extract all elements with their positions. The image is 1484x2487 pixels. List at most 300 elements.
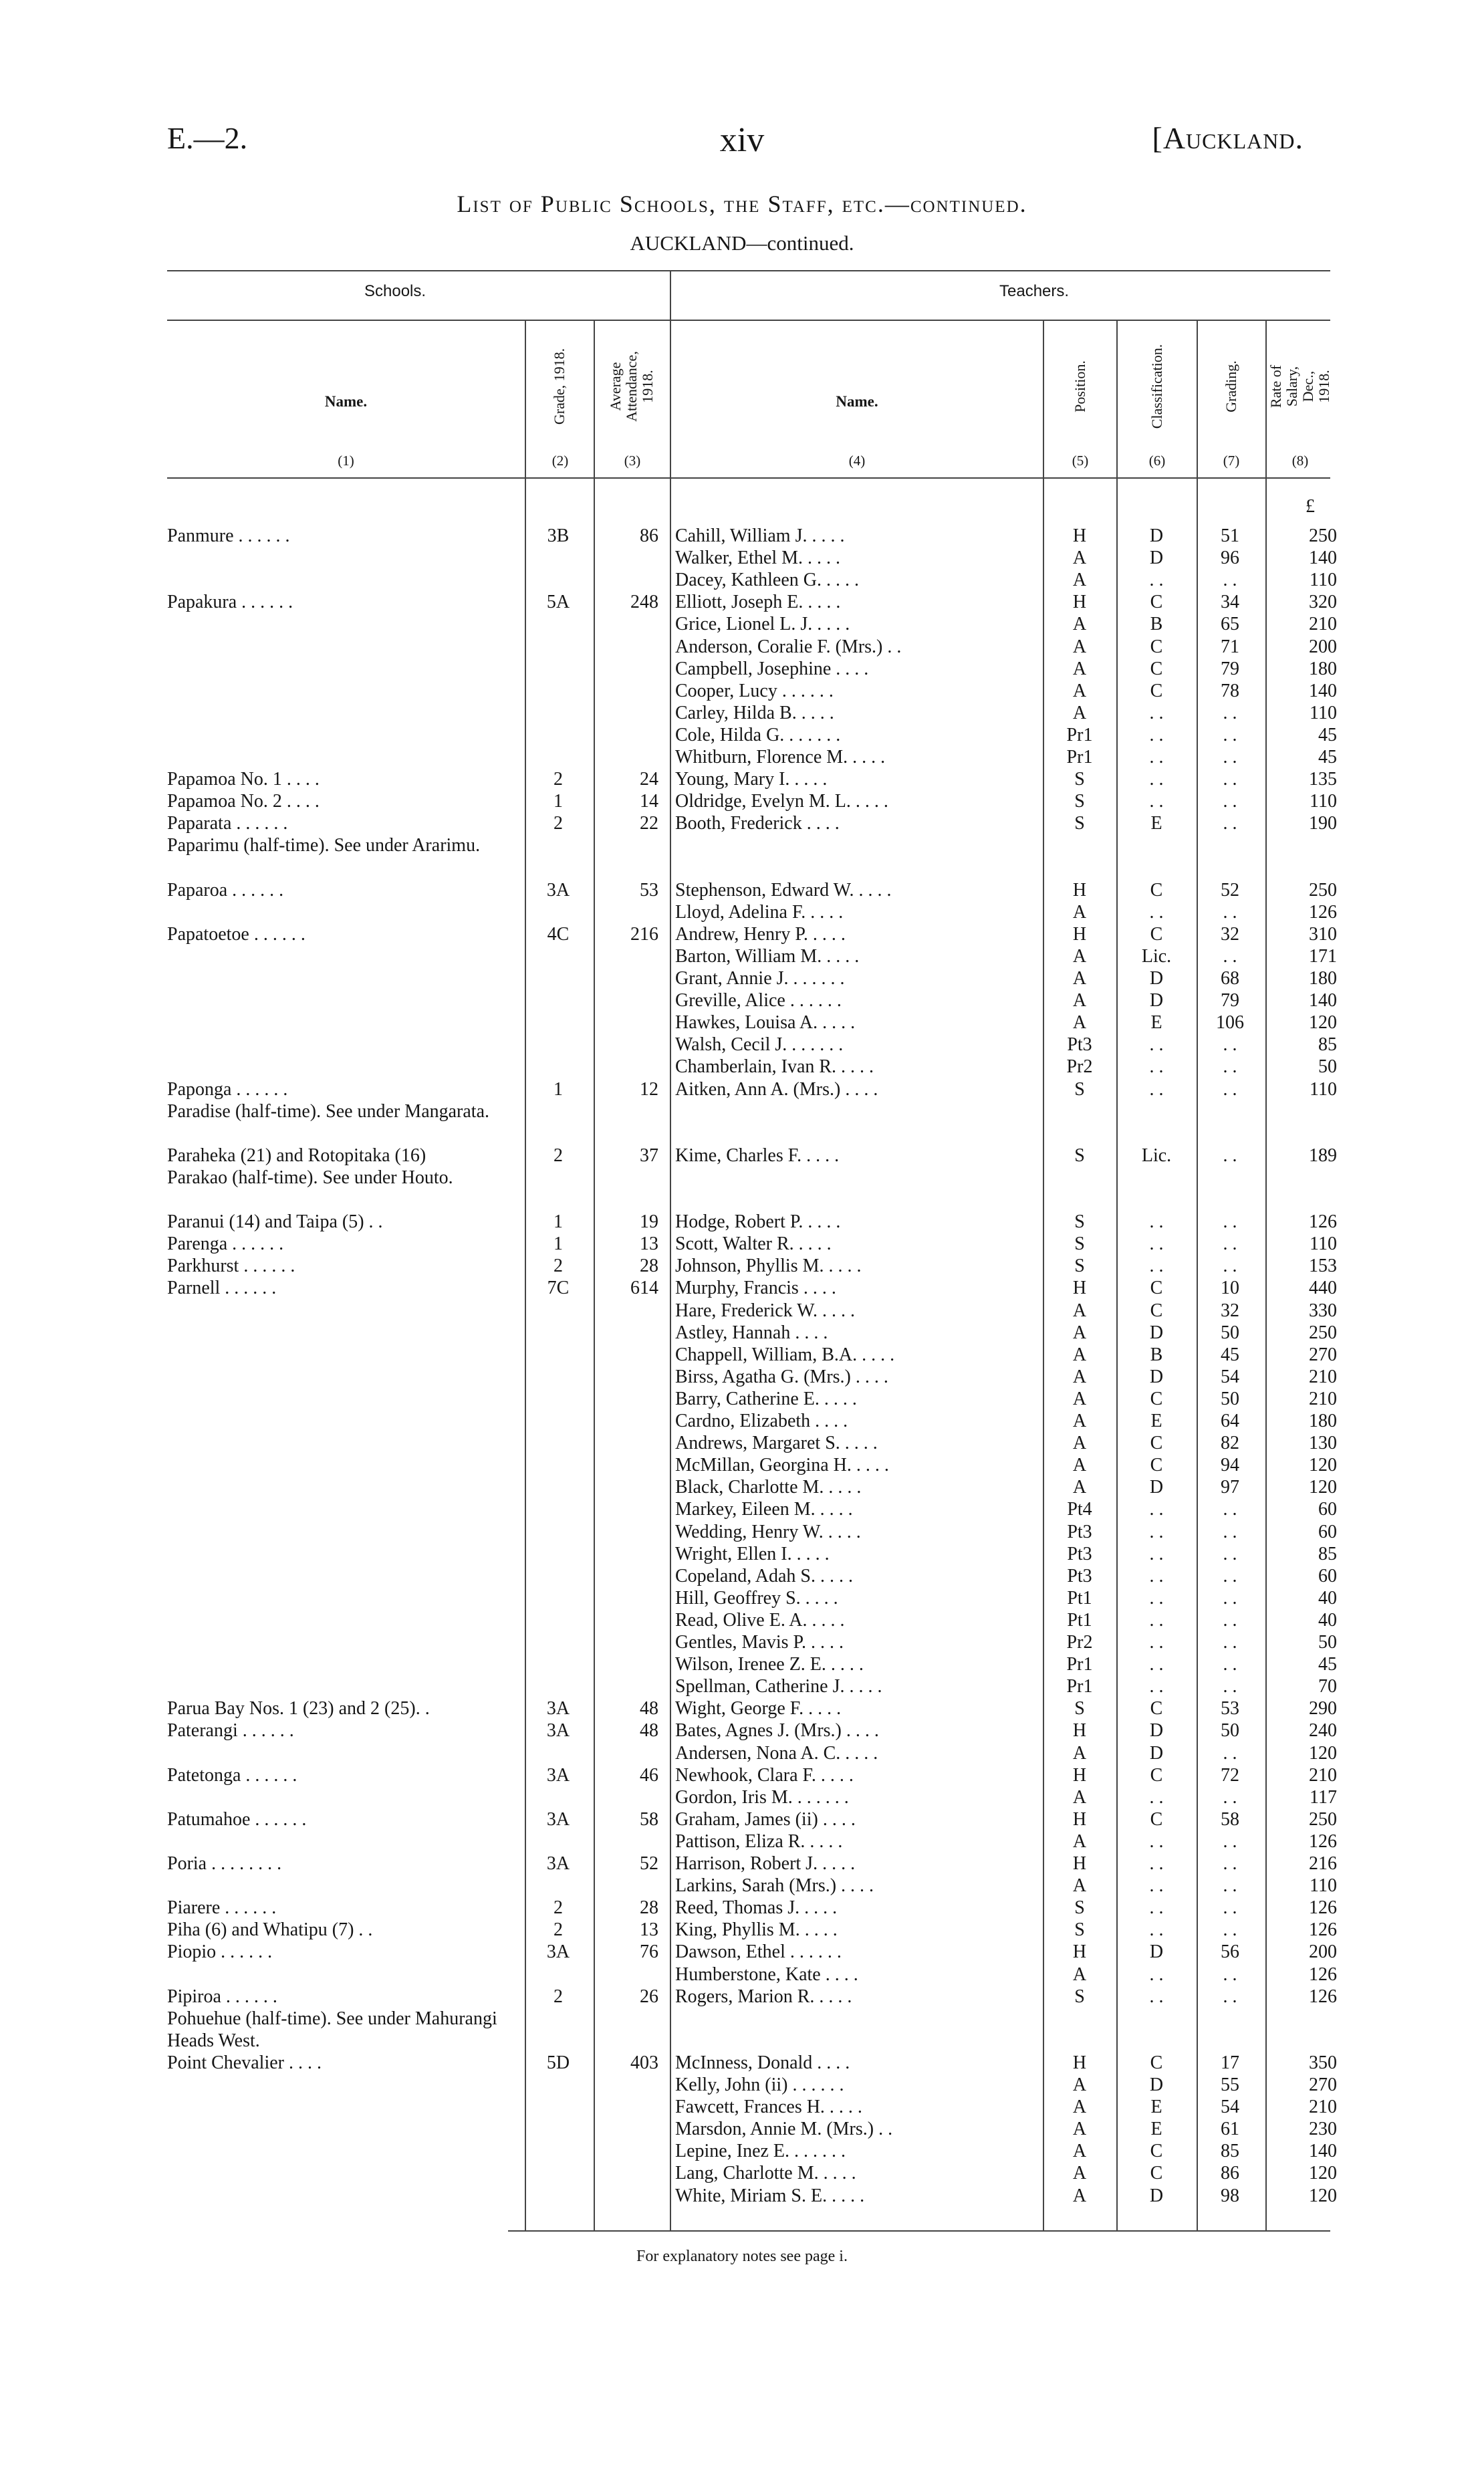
school-name: Poria . . . . . . . . bbox=[167, 1853, 282, 1874]
classification: C bbox=[1150, 1809, 1163, 1830]
teacher-name: Marsdon, Annie M. (Mrs.) . . bbox=[675, 2119, 893, 2139]
grading: . . bbox=[1223, 747, 1237, 767]
school-name: Paraheka (21) and Rotopitaka (16) bbox=[167, 1145, 426, 1166]
table-row bbox=[0, 1653, 1484, 1675]
grading: 65 bbox=[1221, 614, 1239, 634]
teacher-name: Lloyd, Adelina F. . . . . bbox=[675, 902, 844, 923]
teacher-name: Cooper, Lucy . . . . . . bbox=[675, 681, 834, 701]
col-num-5: (5) bbox=[1072, 453, 1089, 469]
salary: 135 bbox=[1309, 769, 1337, 790]
salary: 117 bbox=[1310, 1787, 1337, 1808]
grading: . . bbox=[1223, 946, 1237, 967]
table-row bbox=[0, 1830, 1484, 1853]
classification: C bbox=[1150, 1433, 1163, 1453]
school-name: Papatoetoe . . . . . . bbox=[167, 924, 305, 945]
table-bottom-rule bbox=[508, 2230, 1330, 2232]
teacher-name: King, Phyllis M. . . . . bbox=[675, 1919, 838, 1940]
table-row bbox=[0, 658, 1484, 680]
grading: 34 bbox=[1221, 592, 1239, 612]
salary: 250 bbox=[1309, 525, 1337, 546]
salary: 60 bbox=[1318, 1499, 1337, 1520]
grade: 3A bbox=[546, 880, 570, 901]
table-row bbox=[0, 1300, 1484, 1322]
school-name: Parenga . . . . . . bbox=[167, 1233, 284, 1254]
grading: . . bbox=[1223, 1964, 1237, 1985]
grading: . . bbox=[1223, 570, 1237, 590]
salary: 320 bbox=[1309, 592, 1337, 612]
teacher-name: Hodge, Robert P. . . . . bbox=[675, 1211, 841, 1232]
teacher-name: Barton, William M. . . . . bbox=[675, 946, 860, 967]
average-attendance: 28 bbox=[640, 1897, 658, 1918]
position: A bbox=[1072, 946, 1087, 967]
position: S bbox=[1074, 1698, 1085, 1719]
school-name: Parnell . . . . . . bbox=[167, 1278, 277, 1298]
position: S bbox=[1074, 1986, 1085, 2007]
grading: . . bbox=[1223, 1875, 1237, 1896]
school-name: Piopio . . . . . . bbox=[167, 1941, 273, 1962]
table-row bbox=[0, 768, 1484, 790]
position: S bbox=[1074, 769, 1085, 790]
position: Pr2 bbox=[1066, 1632, 1093, 1653]
grading: . . bbox=[1223, 1632, 1237, 1653]
table-row bbox=[0, 1941, 1484, 1963]
grading: . . bbox=[1223, 813, 1237, 834]
position: A bbox=[1072, 614, 1087, 634]
classification: . . bbox=[1149, 1875, 1164, 1896]
salary: 60 bbox=[1318, 1522, 1337, 1542]
table-row bbox=[0, 2008, 1484, 2051]
position: Pr1 bbox=[1066, 747, 1093, 767]
classification: . . bbox=[1149, 1233, 1164, 1254]
teacher-name: Hill, Geoffrey S. . . . . bbox=[675, 1588, 838, 1609]
table-row bbox=[0, 1764, 1484, 1786]
grading: . . bbox=[1223, 1034, 1237, 1055]
grading: . . bbox=[1223, 1831, 1237, 1852]
grade: 3A bbox=[546, 1765, 570, 1786]
teacher-name: Lang, Charlotte M. . . . . bbox=[675, 2163, 856, 2183]
teacher-name: Stephenson, Edward W. . . . . bbox=[675, 880, 892, 901]
table-row bbox=[0, 2162, 1484, 2184]
col-num-4: (4) bbox=[848, 453, 866, 469]
position: H bbox=[1072, 1720, 1087, 1741]
grading: 68 bbox=[1221, 968, 1239, 989]
salary: 230 bbox=[1309, 2119, 1337, 2139]
table-row bbox=[0, 2096, 1484, 2118]
grade: 1 bbox=[553, 1211, 563, 1232]
salary: 210 bbox=[1309, 1765, 1337, 1786]
col-num-7: (7) bbox=[1223, 453, 1240, 469]
grading: 53 bbox=[1221, 1698, 1239, 1719]
position: Pr1 bbox=[1066, 1676, 1093, 1697]
classification: C bbox=[1150, 2141, 1163, 2161]
teacher-name: Spellman, Catherine J. . . . . bbox=[675, 1676, 882, 1697]
salary: 180 bbox=[1309, 968, 1337, 989]
grading: 98 bbox=[1221, 2185, 1239, 2206]
col-num-1: (1) bbox=[338, 453, 354, 469]
salary: 189 bbox=[1309, 1145, 1337, 1166]
column-header-rule bbox=[167, 477, 1330, 479]
grade: 1 bbox=[553, 791, 563, 812]
grade: 7C bbox=[547, 1278, 570, 1298]
teacher-name: Astley, Hannah . . . . bbox=[675, 1322, 828, 1343]
grade: 1 bbox=[553, 1079, 563, 1100]
classification: . . bbox=[1149, 1632, 1164, 1653]
table-row bbox=[0, 1609, 1484, 1631]
position: H bbox=[1072, 924, 1087, 945]
table-row bbox=[0, 1697, 1484, 1720]
position: S bbox=[1074, 1256, 1085, 1276]
salary: 110 bbox=[1310, 570, 1337, 590]
teacher-name: Andrews, Margaret S. . . . . bbox=[675, 1433, 878, 1453]
table-row bbox=[0, 945, 1484, 967]
classification: C bbox=[1150, 592, 1163, 612]
table-row bbox=[0, 591, 1484, 613]
classification: . . bbox=[1149, 1919, 1164, 1940]
school-name: Papamoa No. 2 . . . . bbox=[167, 791, 320, 812]
table-row bbox=[0, 569, 1484, 591]
grading: 94 bbox=[1221, 1455, 1239, 1475]
average-attendance: 46 bbox=[640, 1765, 658, 1786]
table-row bbox=[0, 1631, 1484, 1653]
grade: 2 bbox=[553, 769, 563, 790]
grading: . . bbox=[1223, 725, 1237, 745]
classification: . . bbox=[1149, 703, 1164, 723]
position: A bbox=[1072, 636, 1087, 657]
salary: 210 bbox=[1309, 2097, 1337, 2117]
teacher-name: Wight, George F. . . . . bbox=[675, 1698, 842, 1719]
teacher-name: Harrison, Robert J. . . . . bbox=[675, 1853, 856, 1874]
classification: C bbox=[1150, 1698, 1163, 1719]
table-row bbox=[0, 1034, 1484, 1056]
classification: D bbox=[1149, 1322, 1164, 1343]
salary: 210 bbox=[1309, 1389, 1337, 1409]
table-row bbox=[0, 1277, 1484, 1299]
position: S bbox=[1074, 791, 1085, 812]
teacher-name: McInness, Donald . . . . bbox=[675, 2052, 850, 2073]
teacher-name: Booth, Frederick . . . . bbox=[675, 813, 840, 834]
position: A bbox=[1072, 2185, 1087, 2206]
classification: . . bbox=[1149, 1964, 1164, 1985]
salary: 120 bbox=[1309, 1012, 1337, 1033]
salary: 216 bbox=[1309, 1853, 1337, 1874]
position: S bbox=[1074, 1079, 1085, 1100]
salary: 330 bbox=[1309, 1300, 1337, 1321]
grading: 86 bbox=[1221, 2163, 1239, 2183]
salary: 110 bbox=[1310, 1233, 1337, 1254]
teacher-name: Chappell, William, B.A. . . . . bbox=[675, 1344, 895, 1365]
col-school-name: Name. bbox=[324, 393, 368, 410]
table-row bbox=[0, 2185, 1484, 2207]
col-num-6: (6) bbox=[1148, 453, 1166, 469]
grading: . . bbox=[1223, 1544, 1237, 1564]
teacher-name: Cardno, Elizabeth . . . . bbox=[675, 1411, 848, 1431]
salary: 126 bbox=[1309, 1211, 1337, 1232]
col-num-3: (3) bbox=[624, 453, 641, 469]
position: A bbox=[1072, 968, 1087, 989]
salary: 180 bbox=[1309, 1411, 1337, 1431]
table-row bbox=[0, 1255, 1484, 1277]
teacher-name: Black, Charlotte M. . . . . bbox=[675, 1477, 862, 1498]
currency-symbol: £ bbox=[1306, 496, 1315, 517]
position: A bbox=[1072, 1322, 1087, 1343]
school-name: Pipiroa . . . . . . bbox=[167, 1986, 277, 2007]
grading: 96 bbox=[1221, 548, 1239, 568]
table-row bbox=[0, 1167, 1484, 1189]
salary: 50 bbox=[1318, 1632, 1337, 1653]
grading: 50 bbox=[1221, 1389, 1239, 1409]
position: H bbox=[1072, 1765, 1087, 1786]
classification: E bbox=[1150, 813, 1162, 834]
school-name: Patetonga . . . . . . bbox=[167, 1765, 297, 1786]
teacher-name: Andrew, Henry P. . . . . bbox=[675, 924, 846, 945]
grade: 5A bbox=[546, 592, 570, 612]
salary: 250 bbox=[1309, 1322, 1337, 1343]
salary: 290 bbox=[1309, 1698, 1337, 1719]
classification: C bbox=[1150, 1765, 1163, 1786]
teacher-name: Graham, James (ii) . . . . bbox=[675, 1809, 856, 1830]
col-position: Position. bbox=[1071, 360, 1088, 412]
table-row bbox=[0, 1056, 1484, 1078]
table-row bbox=[0, 1012, 1484, 1034]
classification: D bbox=[1149, 1743, 1164, 1764]
salary: 50 bbox=[1318, 1056, 1337, 1077]
salary: 270 bbox=[1309, 1344, 1337, 1365]
average-attendance: 26 bbox=[640, 1986, 658, 2007]
salary: 200 bbox=[1309, 636, 1337, 657]
grading: 97 bbox=[1221, 1477, 1239, 1498]
table-row bbox=[0, 1078, 1484, 1100]
teacher-name: Hare, Frederick W. . . . . bbox=[675, 1300, 856, 1321]
position: A bbox=[1072, 1455, 1087, 1475]
salary: 110 bbox=[1310, 791, 1337, 812]
grading: 55 bbox=[1221, 2075, 1239, 2095]
grading: 50 bbox=[1221, 1720, 1239, 1741]
grading: 50 bbox=[1221, 1322, 1239, 1343]
position: Pt3 bbox=[1067, 1544, 1092, 1564]
teacher-name: McMillan, Georgina H. . . . . bbox=[675, 1455, 889, 1475]
table-row bbox=[0, 1808, 1484, 1830]
position: S bbox=[1074, 1897, 1085, 1918]
col-attendance: Average Attendance, 1918. bbox=[607, 351, 656, 422]
table-row bbox=[0, 1587, 1484, 1609]
average-attendance: 14 bbox=[640, 791, 658, 812]
position: S bbox=[1074, 1233, 1085, 1254]
grading: 71 bbox=[1221, 636, 1239, 657]
classification: . . bbox=[1149, 725, 1164, 745]
grading: 79 bbox=[1221, 659, 1239, 679]
table-row bbox=[0, 1986, 1484, 2008]
grading: . . bbox=[1223, 1145, 1237, 1166]
classification: B bbox=[1150, 614, 1163, 634]
table-row bbox=[0, 1853, 1484, 1875]
salary: 45 bbox=[1318, 725, 1337, 745]
classification: . . bbox=[1149, 1256, 1164, 1276]
teacher-name: Walsh, Cecil J. . . . . . . bbox=[675, 1034, 844, 1055]
salary: 126 bbox=[1309, 1986, 1337, 2007]
classification: . . bbox=[1149, 1544, 1164, 1564]
table-row bbox=[0, 680, 1484, 702]
col-num-8: (8) bbox=[1291, 453, 1309, 469]
position: H bbox=[1072, 880, 1087, 901]
school-name: Piarere . . . . . . bbox=[167, 1897, 277, 1918]
classification: D bbox=[1149, 990, 1164, 1011]
table-row bbox=[0, 1498, 1484, 1520]
table-row bbox=[0, 989, 1484, 1012]
classification: D bbox=[1149, 525, 1164, 546]
teacher-name: Humberstone, Kate . . . . bbox=[675, 1964, 858, 1985]
teacher-name: Reed, Thomas J. . . . . bbox=[675, 1897, 838, 1918]
table-row bbox=[0, 1344, 1484, 1366]
grading: . . bbox=[1223, 1522, 1237, 1542]
position: A bbox=[1072, 1477, 1087, 1498]
average-attendance: 48 bbox=[640, 1720, 658, 1741]
grading: . . bbox=[1223, 791, 1237, 812]
school-name: Patumahoe . . . . . . bbox=[167, 1809, 307, 1830]
classification: . . bbox=[1149, 769, 1164, 790]
average-attendance: 52 bbox=[640, 1853, 658, 1874]
salary: 85 bbox=[1318, 1544, 1337, 1564]
grading: 58 bbox=[1221, 1809, 1239, 1830]
table-row bbox=[0, 1875, 1484, 1897]
grade: 3A bbox=[546, 1853, 570, 1874]
grading: . . bbox=[1223, 1897, 1237, 1918]
table-row bbox=[0, 901, 1484, 923]
salary: 140 bbox=[1309, 2141, 1337, 2161]
classification: C bbox=[1150, 880, 1163, 901]
salary: 110 bbox=[1310, 1079, 1337, 1100]
classification: E bbox=[1150, 2119, 1162, 2139]
teacher-name: Gentles, Mavis P. . . . . bbox=[675, 1632, 844, 1653]
table-row bbox=[0, 1366, 1484, 1388]
teacher-name: Oldridge, Evelyn M. L. . . . . bbox=[675, 791, 888, 812]
col-salary: Rate of Salary, Dec., 1918. bbox=[1267, 364, 1332, 408]
salary: 70 bbox=[1318, 1676, 1337, 1697]
salary: 310 bbox=[1309, 924, 1337, 945]
teacher-name: Bates, Agnes J. (Mrs.) . . . . bbox=[675, 1720, 879, 1741]
position: H bbox=[1072, 1853, 1087, 1874]
classification: C bbox=[1150, 1278, 1163, 1298]
position: A bbox=[1072, 548, 1087, 568]
salary: 120 bbox=[1309, 1455, 1337, 1475]
classification: D bbox=[1149, 1477, 1164, 1498]
classification: E bbox=[1150, 1411, 1162, 1431]
col-teacher-name: Name. bbox=[836, 393, 878, 410]
classification: . . bbox=[1149, 1986, 1164, 2007]
grade: 1 bbox=[553, 1233, 563, 1254]
grading: 54 bbox=[1221, 2097, 1239, 2117]
position: A bbox=[1072, 1433, 1087, 1453]
school-name: Piha (6) and Whatipu (7) . . bbox=[167, 1919, 373, 1940]
teacher-name: Kime, Charles F. . . . . bbox=[675, 1145, 840, 1166]
grading: . . bbox=[1223, 1256, 1237, 1276]
position: A bbox=[1072, 2075, 1087, 2095]
table-row bbox=[0, 812, 1484, 834]
average-attendance: 614 bbox=[630, 1278, 658, 1298]
grading: 32 bbox=[1221, 924, 1239, 945]
header-left: E.—2. bbox=[167, 121, 248, 155]
position: Pt3 bbox=[1067, 1566, 1092, 1586]
classification: . . bbox=[1149, 1853, 1164, 1874]
classification: C bbox=[1150, 2052, 1163, 2073]
school-name: Paparoa . . . . . . bbox=[167, 880, 284, 901]
grade: 2 bbox=[553, 1986, 563, 2007]
page-number: xiv bbox=[719, 121, 765, 159]
grading: . . bbox=[1223, 1919, 1237, 1940]
position: H bbox=[1072, 1941, 1087, 1962]
position: Pt3 bbox=[1067, 1034, 1092, 1055]
col-grade: Grade, 1918. bbox=[551, 348, 568, 425]
teacher-name: Grant, Annie J. . . . . . . bbox=[675, 968, 845, 989]
salary: 40 bbox=[1318, 1610, 1337, 1631]
classification: C bbox=[1150, 636, 1163, 657]
salary: 270 bbox=[1309, 2075, 1337, 2095]
table-row bbox=[0, 1742, 1484, 1764]
table-row bbox=[0, 613, 1484, 635]
position: A bbox=[1072, 1012, 1087, 1033]
grading: 72 bbox=[1221, 1765, 1239, 1786]
school-name: Papakura . . . . . . bbox=[167, 592, 293, 612]
position: H bbox=[1072, 1278, 1087, 1298]
average-attendance: 76 bbox=[640, 1941, 658, 1962]
table-row bbox=[0, 1543, 1484, 1565]
position: H bbox=[1072, 1809, 1087, 1830]
grading: . . bbox=[1223, 1787, 1237, 1808]
table-row bbox=[0, 2140, 1484, 2162]
salary: 210 bbox=[1309, 614, 1337, 634]
average-attendance: 58 bbox=[640, 1809, 658, 1830]
position: A bbox=[1072, 2163, 1087, 2183]
grading: 32 bbox=[1221, 1300, 1239, 1321]
salary: 210 bbox=[1309, 1367, 1337, 1387]
position: S bbox=[1074, 813, 1085, 834]
school-name: Paparata . . . . . . bbox=[167, 813, 288, 834]
classification: E bbox=[1150, 2097, 1162, 2117]
position: A bbox=[1072, 902, 1087, 923]
grading: 17 bbox=[1221, 2052, 1239, 2073]
grading: . . bbox=[1223, 1743, 1237, 1764]
teacher-name: Pattison, Eliza R. . . . . bbox=[675, 1831, 843, 1852]
teacher-name: Campbell, Josephine . . . . bbox=[675, 659, 869, 679]
position: A bbox=[1072, 1875, 1087, 1896]
table-row bbox=[0, 834, 1484, 856]
table-row bbox=[0, 724, 1484, 746]
school-name: Papamoa No. 1 . . . . bbox=[167, 769, 320, 790]
salary: 110 bbox=[1310, 1875, 1337, 1896]
salary: 126 bbox=[1309, 1919, 1337, 1940]
classification: . . bbox=[1149, 1588, 1164, 1609]
grading: 51 bbox=[1221, 525, 1239, 546]
classification: . . bbox=[1149, 1522, 1164, 1542]
average-attendance: 12 bbox=[640, 1079, 658, 1100]
salary: 126 bbox=[1309, 1897, 1337, 1918]
grading: . . bbox=[1223, 1499, 1237, 1520]
classification: D bbox=[1149, 1367, 1164, 1387]
table-row bbox=[0, 1919, 1484, 1941]
salary: 180 bbox=[1309, 659, 1337, 679]
teacher-name: Larkins, Sarah (Mrs.) . . . . bbox=[675, 1875, 874, 1896]
salary: 171 bbox=[1309, 946, 1337, 967]
grading: 56 bbox=[1221, 1941, 1239, 1962]
position: A bbox=[1072, 703, 1087, 723]
salary: 85 bbox=[1318, 1034, 1337, 1055]
teacher-name: Copeland, Adah S. . . . . bbox=[675, 1566, 853, 1586]
grading: 10 bbox=[1221, 1278, 1239, 1298]
salary: 126 bbox=[1309, 902, 1337, 923]
teacher-name: Anderson, Coralie F. (Mrs.) . . bbox=[675, 636, 902, 657]
grade: 2 bbox=[553, 1145, 563, 1166]
teacher-name: Rogers, Marion R. . . . . bbox=[675, 1986, 852, 2007]
teacher-name: Hawkes, Louisa A. . . . . bbox=[675, 1012, 856, 1033]
